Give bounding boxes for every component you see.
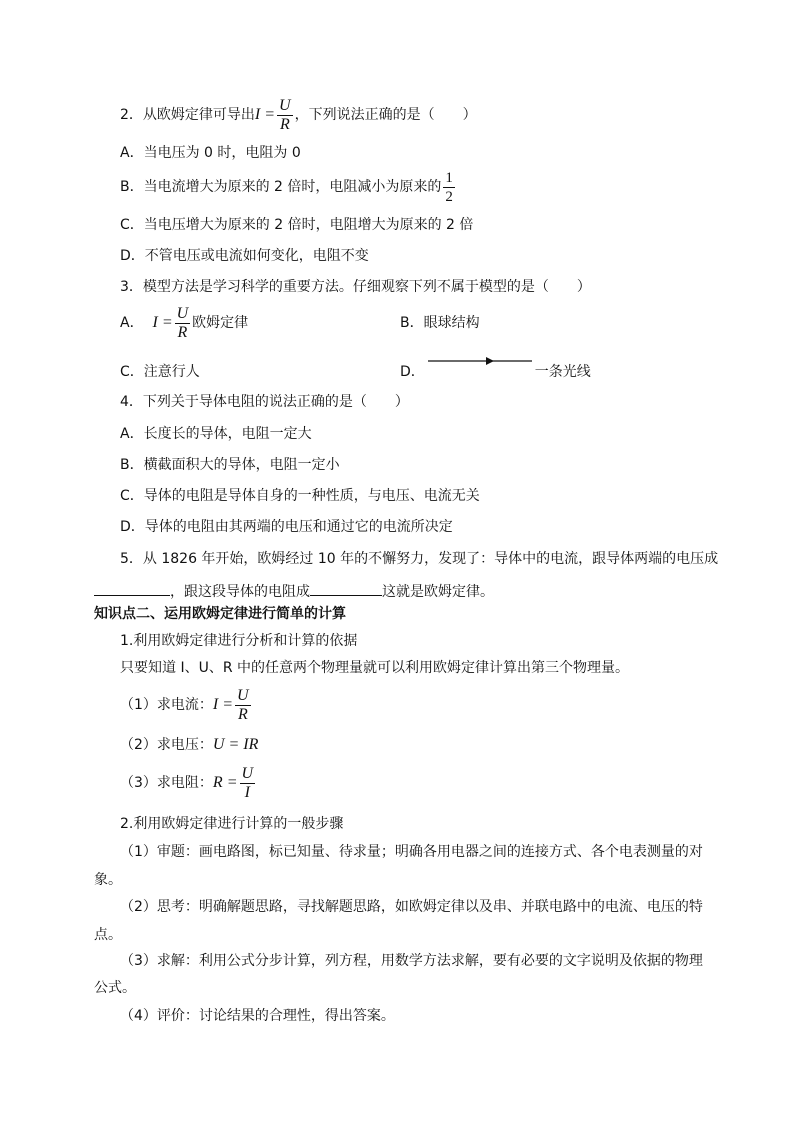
step1-line1: （1）审题：画电路图，标已知量、待求量；明确各用电器之间的连接方式、各个电表测量的对 <box>120 844 703 860</box>
q3-option-a: A． I = $\frac{U}{R}$ 欧姆定律 <box>120 304 249 341</box>
q2-formula-fraction: $\frac{U}{R}$ <box>279 96 291 133</box>
step2-line2: 点。 <box>94 927 122 943</box>
step4: （4）评价：讨论结果的合理性，得出答案。 <box>120 1008 395 1024</box>
q2-formula-lhs: I = <box>254 106 276 123</box>
q2-option-b-fraction: $\frac{1}{2}$ <box>445 169 453 205</box>
section2-sub2: 2.利用欧姆定律进行计算的一般步骤 <box>120 816 344 832</box>
formula-voltage: （2）求电压：U = IR <box>120 736 259 753</box>
step1-line2: 象。 <box>94 872 122 888</box>
section2-heading: 知识点二、运用欧姆定律进行简单的计算 <box>94 606 346 622</box>
q4-option-a: A．长度长的导体，电阻一定大 <box>120 426 312 442</box>
q2-option-a: A．当电压为 0 时，电阻为 0 <box>120 145 301 161</box>
q2-stem <box>120 96 477 134</box>
step2-line1: （2）思考：明确解题思路，寻找解题思路，如欧姆定律以及串、并联电路中的电流、电压的特 <box>120 899 703 915</box>
step3-line2: 公式。 <box>94 980 136 996</box>
q2-option-c: C．当电压增大为原来的 2 倍时，电阻增大为原来的 2 倍 <box>120 217 474 233</box>
q5-line1: 5．从 1826 年开始，欧姆经过 10 年的不懈努力，发现了：导体中的电流，跟导体两端的电压成 <box>120 551 719 567</box>
q5-blank-1 <box>94 581 170 596</box>
q3-option-d: D． 一条光线 <box>400 364 591 380</box>
q3-stem: 3．模型方法是学习科学的重要方法。仔细观察下列不属于模型的是（ ） <box>120 279 591 295</box>
q2-option-b: B．当电流增大为原来的 2 倍时，电阻减小为原来的 $\frac{1}{2}$ <box>120 169 453 205</box>
q2-stem-suffix: ，下列说法正确的是（ ） <box>294 107 477 123</box>
q5-line2: ，跟这段导体的电阻成 这就是欧姆定律。 <box>94 581 494 602</box>
q4-option-d: D．导体的电阻由其两端的电压和通过它的电流所决定 <box>120 519 453 535</box>
q4-option-b: B．横截面积大的导体，电阻一定小 <box>120 457 340 473</box>
q4-stem: 4．下列关于导体电阻的说法正确的是（ ） <box>120 394 409 410</box>
q2-option-d: D．不管电压或电流如何变化，电阻不变 <box>120 248 369 264</box>
q3-option-b: B．眼球结构 <box>400 315 480 331</box>
q3-option-c: C．注意行人 <box>120 364 200 380</box>
step3-line1: （3）求解：利用公式分步计算，列方程，用数学方法求解，要有必要的文字说明及依据的物理 <box>120 953 703 969</box>
q3-option-a-fraction: $\frac{U}{R}$ <box>176 304 189 341</box>
section2-sub1-text: 只要知道 I、U、R 中的任意两个物理量就可以利用欧姆定律计算出第三个物理量。 <box>120 660 630 676</box>
formula-current: （1）求电流：I = $\frac{U}{R}$ <box>120 686 249 723</box>
q2-stem-prefix: 2．从欧姆定律可导出 <box>120 107 255 123</box>
q4-option-c: C．导体的电阻是导体自身的一种性质，与电压、电流无关 <box>120 488 480 504</box>
formula-resistance: （3）求电阻：R = $\frac{U}{I}$ <box>120 764 254 801</box>
q5-blank-2 <box>310 581 382 596</box>
light-ray-arrow-icon <box>428 354 534 368</box>
section2-sub1: 1.利用欧姆定律进行分析和计算的依据 <box>120 633 358 649</box>
